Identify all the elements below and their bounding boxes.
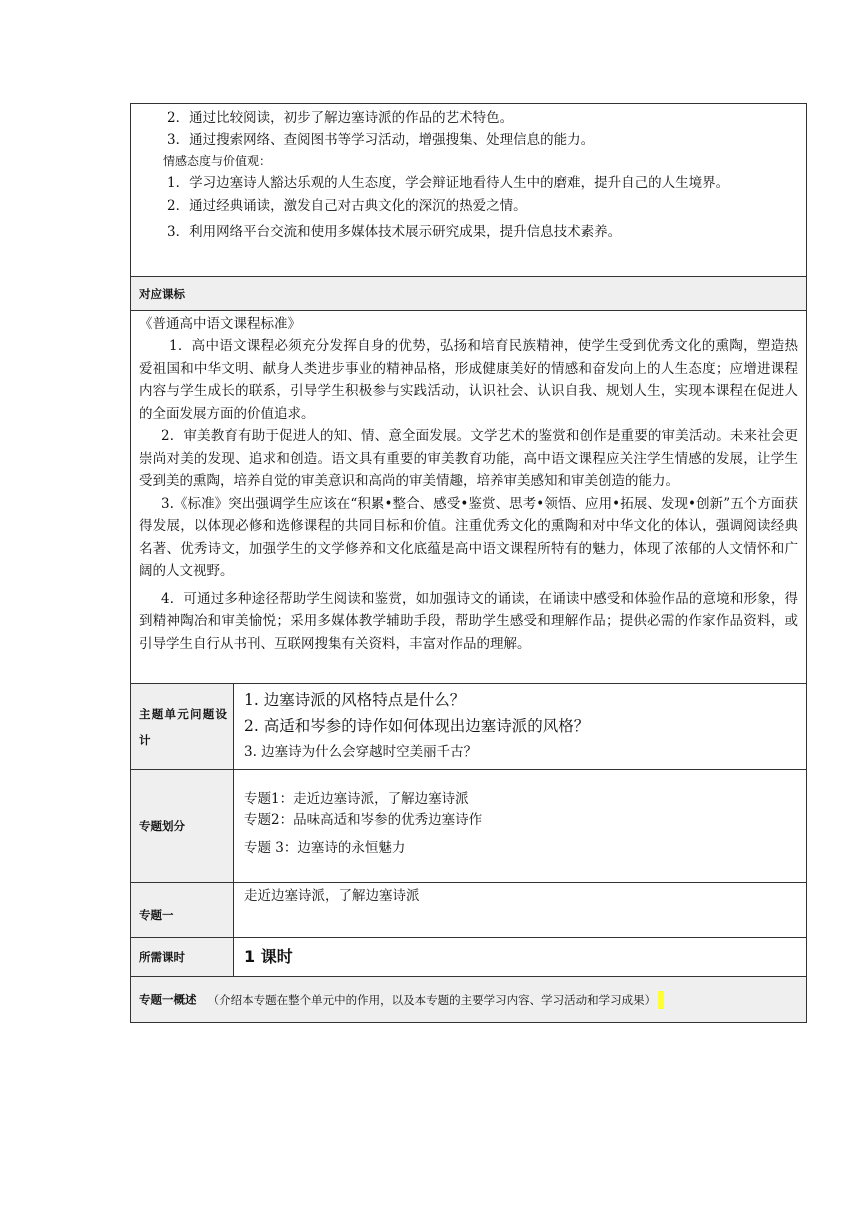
overview-note: （介绍本专题在整个单元中的作用，以及本专题的主要学习内容、学习活动和学习成果）: [207, 993, 657, 1007]
standard-title: 《普通高中语文课程标准》: [139, 316, 301, 332]
standard-paragraph: 4．可通过多种途径帮助学生阅读和鉴赏，如加强诗文的诵读，在诵读中感受和体验作品的意境和形象，得到精神陶冶和审美愉悦；采用多媒体教学辅助手段，帮助学生感受和理解作品；提供必需的作家作品资料，或引导学生自行从书刊、互联网搜集有关资料，丰富对作品的理解。: [139, 590, 798, 652]
standard-label: 对应课标: [131, 277, 807, 311]
topic1-label: 专题一: [131, 883, 234, 938]
lesson-plan-table: [130, 103, 807, 1023]
topics-row: [131, 770, 807, 883]
topic1-cell: [234, 883, 807, 938]
hours-row: [131, 938, 807, 977]
question-item: 3. 边塞诗为什么会穿越时空美丽千古？: [244, 744, 478, 760]
topic-item: 专题 3：边塞诗的永恒魅力: [244, 840, 406, 856]
objectives-cell: [131, 104, 807, 277]
topics-label: 专题划分: [131, 770, 234, 883]
standard-content-row: [131, 311, 807, 684]
overview-cell: [131, 977, 807, 1023]
topic1-value: 走近边塞诗派，了解边塞诗派: [244, 888, 420, 904]
affect-item: 1．学习边塞诗人豁达乐观的人生态度，学会辩证地看待人生中的磨难，提升自己的人生境界。: [167, 175, 730, 191]
question-item: 1. 边塞诗派的风格特点是什么？: [244, 691, 466, 709]
affect-item: 2．通过经典诵读，激发自己对古典文化的深沉的热爱之情。: [167, 198, 527, 214]
question-cell: [234, 684, 807, 770]
overview-label: 专题一概述: [139, 992, 197, 1007]
topic1-row: [131, 883, 807, 938]
objectives-row: [131, 104, 807, 277]
affect-heading: 情感态度与价值观：: [163, 154, 272, 168]
affect-item: 3．利用网络平台交流和使用多媒体技术展示研究成果，提升信息技术素养。: [167, 224, 622, 240]
objective-item: 3．通过搜索网络、查阅图书等学习活动，增强搜集、处理信息的能力。: [167, 132, 595, 148]
hours-cell: [234, 938, 807, 977]
standard-paragraph: 1．高中语文课程必须充分发挥自身的优势，弘扬和培育民族精神，使学生受到优秀文化的熏陶，塑造热爱祖国和中华文明、献身人类进步事业的精神品格，形成健康美好的情感和奋发向上的人生态度；应增进课程内容与学生成长的联系，引导学生积极参与实践活动，认识社会、认识自我、规划人生，实现本课程在促进人的全面发展方面的价值追求。: [139, 338, 798, 422]
hours-value: 1 课时: [244, 947, 293, 966]
text-cursor-highlight: [658, 991, 664, 1009]
lesson-plan-document: [130, 103, 806, 1023]
standard-content: [131, 311, 807, 684]
standard-paragraph: 3.《标准》突出强调学生应该在“积累•整合、感受•鉴赏、思考•领悟、应用•拓展、发现•创新”五个方面获得发展，以体现必修和选修课程的共同目标和价值。注重优秀文化的熏陶和对中华文化的体认，强调阅读经典名著、优秀诗文，加强学生的文学修养和文化底蕴是高中语文课程所特有的魅力，体现了浓郁的人文情怀和广阔的人文视野。: [139, 495, 798, 579]
standard-label-row: [131, 277, 807, 311]
question-label: 主题单元问题设计: [131, 684, 234, 770]
question-item: 2. 高适和岑参的诗作如何体现出边塞诗派的风格？: [244, 717, 590, 735]
objective-item: 2．通过比较阅读，初步了解边塞诗派的作品的艺术特色。: [167, 110, 514, 126]
topic-item: 专题2：品味高适和岑参的优秀边塞诗作: [244, 812, 483, 828]
standard-paragraph: 2．审美教育有助于促进人的知、情、意全面发展。文学艺术的鉴赏和创作是重要的审美活动。未来社会更崇尚对美的发现、追求和创造。语文具有重要的审美教育功能，高中语文课程应关注学生情感的发展，让学生受到美的熏陶，培养自觉的审美意识和高尚的审美情趣，培养审美感知和审美创造的能力。: [139, 428, 798, 489]
overview-row: [131, 977, 807, 1023]
hours-label: 所需课时: [131, 938, 234, 977]
topics-cell: [234, 770, 807, 883]
question-row: [131, 684, 807, 770]
topic-item: 专题1：走近边塞诗派，了解边塞诗派: [244, 791, 469, 807]
